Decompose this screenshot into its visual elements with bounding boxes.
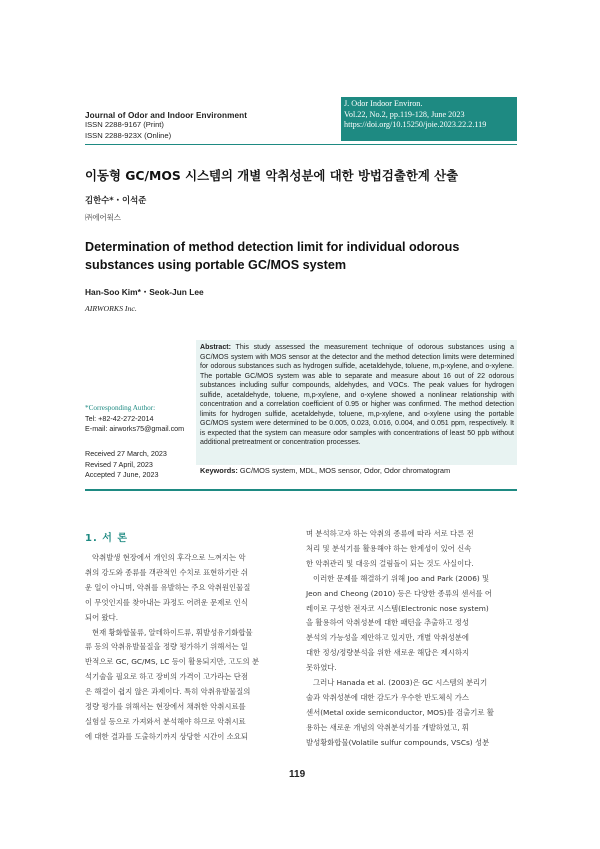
issn-print: ISSN 2288-9167 (Print) bbox=[85, 120, 164, 129]
journal-name: Journal of Odor and Indoor Environment bbox=[85, 111, 248, 120]
corresponding-label: *Corresponding Author: bbox=[85, 404, 156, 412]
body-line: 을 활용하여 악취성분에 대한 패턴을 추출하고 정성 bbox=[306, 618, 469, 628]
body-line: Jeon and Cheong (2010) 등은 다양한 종류의 센서를 어 bbox=[306, 588, 492, 598]
body-line: 그러나 Hanada et al. (2003)은 GC 시스템의 분리기 bbox=[313, 678, 488, 688]
section-heading: 1. 서 론 bbox=[85, 533, 129, 544]
korean-title: 이동형 GC/MOS 시스템의 개별 악취성분에 대한 방법검출한계 산출 bbox=[85, 168, 459, 183]
header-divider bbox=[85, 144, 517, 145]
english-authors: Han-Soo Kim*・Seok-Jun Lee bbox=[85, 287, 204, 297]
body-line: 류 등의 악취유발물질을 정량 평가하기 위해서는 일 bbox=[85, 642, 248, 652]
body-line: 레이로 구성한 전자코 시스템(Electronic nose system) bbox=[306, 603, 489, 613]
right-column bbox=[306, 527, 518, 751]
journal-volume: Vol.22, No.2, pp.119-128, June 2023 bbox=[344, 109, 465, 119]
body-line: 이 무엇인지를 찾아내는 과정도 어려운 문제로 인식 bbox=[85, 597, 248, 607]
body-line: 취의 강도와 종류를 객관적인 수치로 표현하기란 쉬 bbox=[85, 567, 248, 577]
body-line: 반적으로 GC, GC/MS, LC 등이 활용되지만, 고도의 분 bbox=[85, 657, 260, 667]
corresponding-tel: Tel: +82-42-272-2014 bbox=[85, 413, 154, 423]
body-line: 현재 황화합물류, 알데하이드류, 휘발성유기화합물 bbox=[92, 627, 253, 637]
body-line: 못하였다. bbox=[306, 663, 337, 673]
left-column bbox=[85, 551, 290, 745]
body-line: 처리 및 분석기를 활용해야 하는 한계성이 있어 신속 bbox=[306, 543, 472, 553]
english-title: Determination of method detection limit for individual odorous substances using portable GC/MOS system bbox=[85, 240, 460, 272]
body-line: 에 대한 결과를 도출하기까지 상당한 시간이 소요되 bbox=[85, 731, 248, 741]
keywords bbox=[200, 466, 514, 476]
corresponding-email[interactable]: E-mail: airworks75@gmail.com bbox=[85, 424, 185, 434]
body-line: 센서(Metal oxide semiconductor, MOS)를 검출기로 활 bbox=[306, 707, 494, 717]
abstract-text: This study assessed the measurement technique of odorous substances using a GC/MOS system with MOS sensor at the detector and the method detection limits were determined for odorous substances such as hydrogen sulfide, acetaldehyde, toluene, m,p-xylene, and o-xylene. The portable GC/MOS system was able to separate and measure about 16 out of 22 odorous substances including sulfur compounds, aldehydes, and VOCs. The peak values for hydrogen sulfide, acetaldehyde, toluene, m,p-xylene, and o-xylene showed a nonlinear relationship with concentration and a correlation coefficient of 0.95 or higher was confirmed. The method detection limits for hydrogen sulfide, acetaldehyde, toluene, m,p-xylene, and o-xylene using the portable GC/MOS system were determined to be 0.005, 0.023, 0.016, 0.004, and 0.051 ppm, respectively. It is expected that the system can measure odor samples with concentrations of least 50 ppb without additional pretreatment or concentration processes. bbox=[200, 344, 514, 447]
body-line: 은 해결이 쉽지 않은 과제이다. 특히 악취유발물질의 bbox=[85, 687, 251, 697]
english-affiliation: AIRWORKS Inc. bbox=[85, 304, 137, 313]
article-dates bbox=[85, 449, 195, 481]
body-line: 한 악취관리 및 대응의 걸림돌이 되는 것도 사실이다. bbox=[306, 558, 474, 568]
issn-online: ISSN 2288-923X (Online) bbox=[85, 130, 172, 140]
korean-affiliation: ㈜에어웍스 bbox=[85, 213, 121, 222]
revised-date: Revised 7 April, 2023 bbox=[85, 459, 153, 469]
body-line: 며 분석하고자 하는 악취의 종류에 따라 서로 다른 전 bbox=[306, 529, 474, 538]
body-line: 발성황화합물(Volatile sulfur compounds, VSCs) 성분 bbox=[306, 737, 490, 747]
journal-info bbox=[85, 111, 340, 141]
body-line: 대한 정성/정량분석을 위한 새로운 해답은 제시하지 bbox=[306, 648, 470, 658]
body-line: 운 일이 아니며, 악취를 유발하는 주요 악취원인물질 bbox=[85, 582, 251, 592]
body-line: 용하는 새로운 개념의 악취분석기를 개발하였고, 휘 bbox=[306, 722, 469, 732]
corresponding-author bbox=[85, 403, 195, 435]
body-line: 이러한 문제를 해결하기 위해 Joo and Park (2006) 및 bbox=[313, 573, 490, 583]
body-line: 되어 왔다. bbox=[85, 612, 119, 622]
abstract-label: Abstract: bbox=[200, 344, 231, 351]
body-line: 분석의 가능성을 제안하고 있지만, 개별 악취성분에 bbox=[306, 633, 469, 643]
keywords-text: GC/MOS system, MDL, MOS sensor, Odor, Odor chromatogram bbox=[239, 466, 451, 475]
journal-abbr: J. Odor Indoor Environ. bbox=[344, 99, 423, 108]
received-date: Received 27 March, 2023 bbox=[85, 449, 167, 458]
korean-authors: 김한수*・이석준 bbox=[85, 195, 147, 205]
accepted-date: Accepted 7 June, 2023 bbox=[85, 470, 159, 480]
body-line: 실험실 등으로 가져와서 분석해야 하므로 악취시료 bbox=[85, 716, 246, 726]
page-number: 119 bbox=[289, 769, 306, 780]
body-line: 석기술을 필요로 하고 장비의 가격이 고가라는 단점 bbox=[85, 672, 248, 682]
body-line: 술과 악취성분에 대한 감도가 우수한 반도체식 가스 bbox=[306, 692, 469, 702]
doi-link[interactable]: https://doi.org/10.15250/joie.2023.22.2.119 bbox=[344, 120, 487, 130]
body-line: 정량 평가를 위해서는 현장에서 채취한 악취시료를 bbox=[85, 702, 246, 712]
keywords-label: Keywords: bbox=[200, 466, 238, 475]
abstract bbox=[200, 343, 514, 448]
body-line: 악취발생 현장에서 개인의 후각으로 느껴지는 악 bbox=[92, 553, 246, 562]
journal-citation-box bbox=[341, 97, 517, 141]
keywords-divider bbox=[85, 489, 517, 491]
